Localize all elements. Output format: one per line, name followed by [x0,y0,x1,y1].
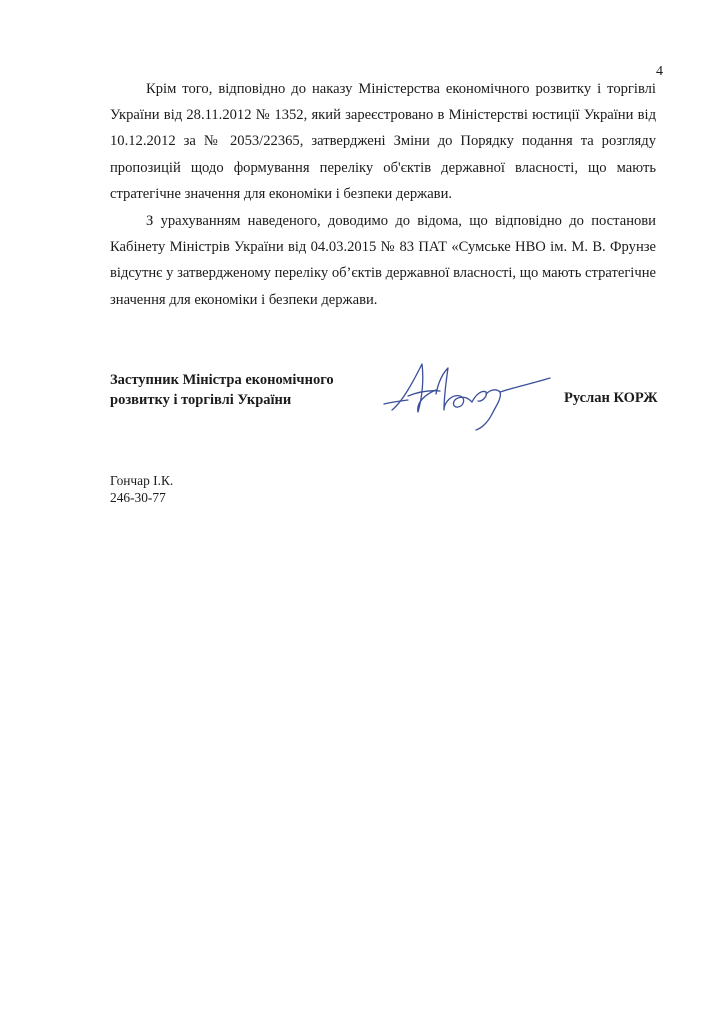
paragraph-ministry-order: Крім того, відповідно до наказу Міністерства економічного розвитку і торгівлі України від 28.11.2012 № 1352, який зареєстровано в Міністерстві юстиції України від 10.12.2012 за № 2053/22365, затверджені Зміни до Порядку подання та розгляду пропозицій щодо формування переліку об'єктів державної власності, що мають стратегічне значення для економіки і безпеки держави. [110,81,656,202]
executor-name: Гончар І.К. [110,473,174,488]
page-number: 4 [656,64,663,79]
signature-block [110,370,670,450]
executor-phone: 246-30-77 [110,490,166,505]
letter-body [110,76,656,313]
signer-position [110,370,370,410]
signer-name: Руслан КОРЖ [564,390,658,406]
signer-position-line2: розвитку і торгівлі України [110,392,292,408]
paragraph-conclusion: З урахуванням наведеного, доводимо до відома, що відповідно до постанови Кабінету Міністрів України від 04.03.2015 № 83 ПАТ «Сумське НВО ім. М. В. Фрунзе відсутнє у затвердженому переліку об’єктів державної власності, що мають стратегічне значення для економіки і безпеки держави. [110,213,656,308]
signer-position-line1: Заступник Міністра економічного [110,372,334,388]
executor-info [110,472,173,506]
handwritten-signature [378,354,558,434]
